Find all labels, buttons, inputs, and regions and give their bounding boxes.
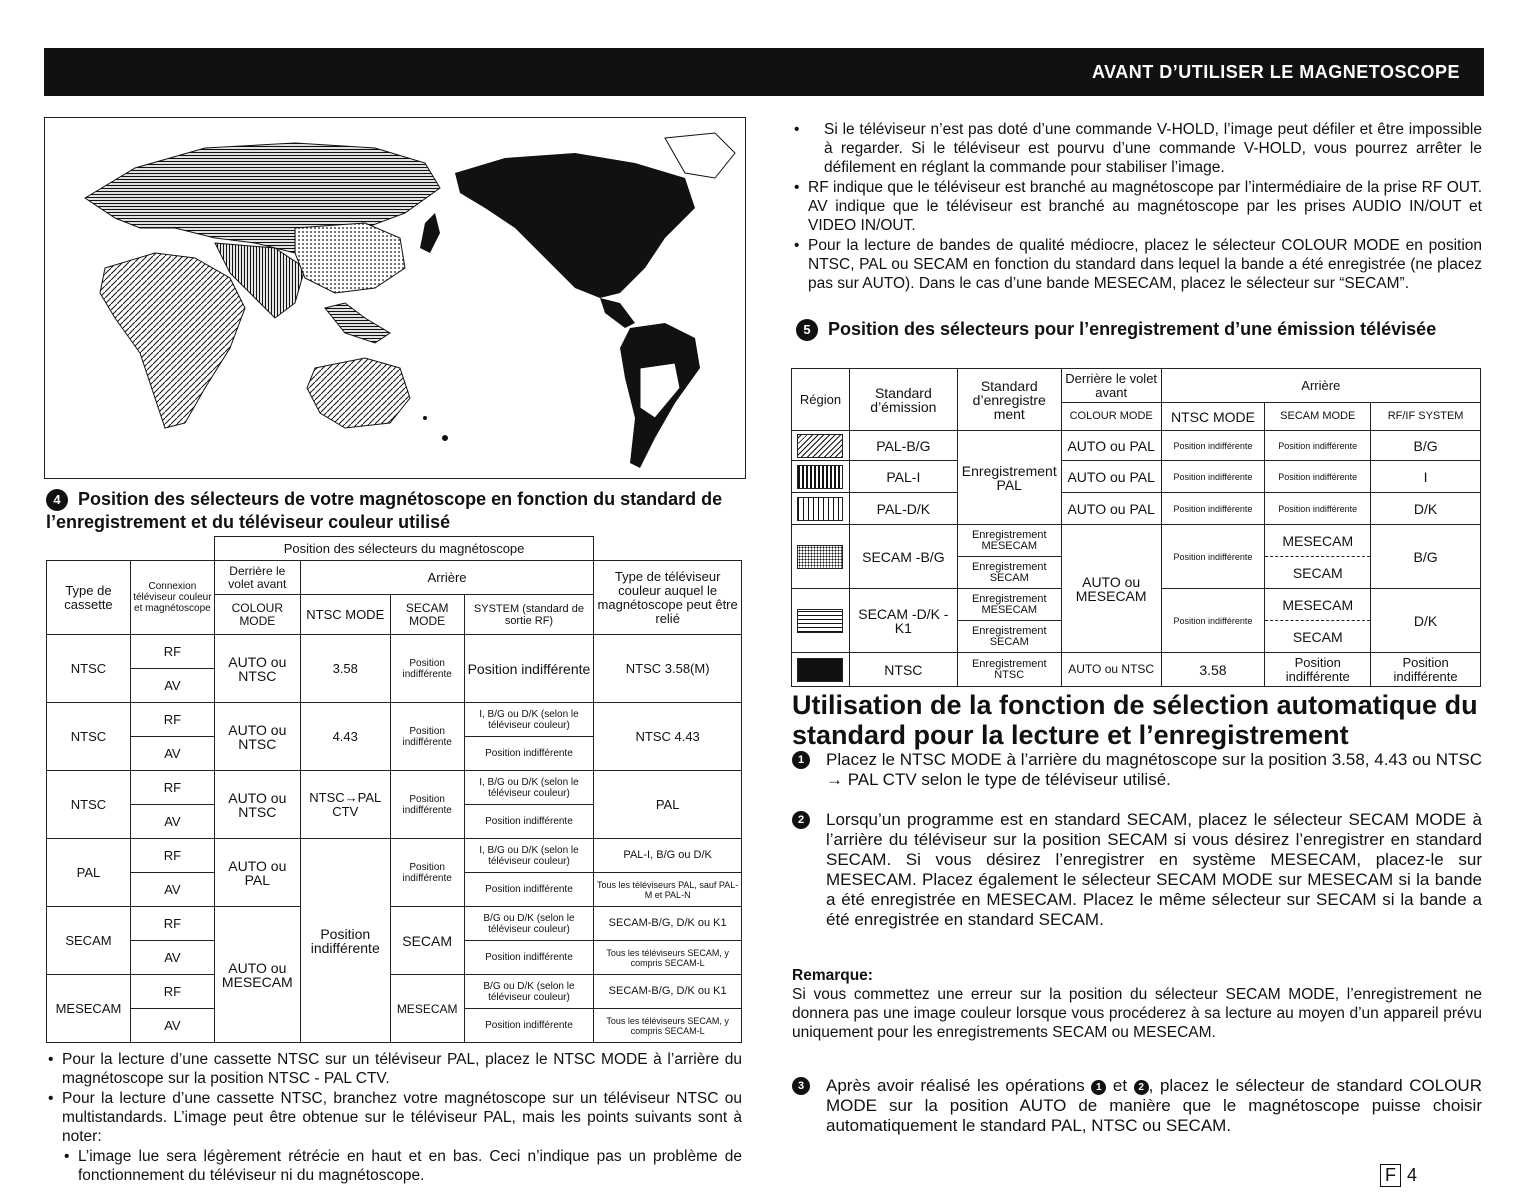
recording-selector-table <box>791 368 1481 687</box>
step-2 <box>792 810 1482 930</box>
t1-r1-system: Position indifférente <box>464 635 594 703</box>
t1-r3-ntsc: NTSC→PAL CTV <box>300 771 390 839</box>
auto-select-title: Utilisation de la fonction de sélection automatique du standard pour la lecture et l’enregistrement <box>792 690 1478 750</box>
page-letter: F <box>1380 1164 1401 1187</box>
t1-r5-system-av: Position indifférente <box>464 941 594 975</box>
table-row <box>792 493 1481 525</box>
t1-r6-av: AV <box>130 1009 214 1043</box>
t2-r1-rfif: B/G <box>1371 431 1481 461</box>
step-3 <box>792 1076 1482 1136</box>
table-row <box>47 839 742 873</box>
right-note-3: • Pour la lecture de bandes de qualité médiocre, placez le sélecteur COLOUR MODE en position NTSC, PAL ou SECAM en fonction du standard dans lequel la bande a été enregistrée (ne placez pas sur AUTO). Dans le cas d’une bande MESECAM, placez le sélecteur sur “SECAM”. <box>792 236 1482 293</box>
t1-r2-colour: AUTO ou NTSC <box>214 703 300 771</box>
page-number-value: 4 <box>1407 1165 1418 1185</box>
t1-r5-colour: AUTO ou MESECAM <box>214 907 300 1043</box>
section-4-number-icon: 4 <box>46 489 68 511</box>
world-map-image <box>44 117 746 479</box>
t2-r5-ntsc: Position indifférente <box>1161 589 1265 653</box>
t1-r2-secam: Position indifférente <box>390 703 464 771</box>
t2-h-derriere: Derrière le volet avant <box>1061 369 1161 403</box>
t2-r5-rfif: D/K <box>1371 589 1481 653</box>
header-bar <box>44 48 1484 96</box>
t1-r4-system-rf: I, B/G ou D/K (selon le téléviseur couleur) <box>464 839 594 873</box>
t1-r2-ntsc: 4.43 <box>300 703 390 771</box>
remark-text: Si vous commettez une erreur sur la position du sélecteur SECAM MODE, l’enregistrement ne donnera pas une image couleur lorsque vous procéderez à sa lecture au moyen d’un appareil prévu uniquement pour les enregistrements SECAM ou MESECAM. <box>792 986 1482 1041</box>
t2-h-standard-enr: Standard d’enregistre ment <box>957 369 1061 431</box>
t2-r3-rfif: D/K <box>1371 493 1481 525</box>
t1-r6-type: MESECAM <box>47 975 131 1043</box>
t1-r5-system-rf: B/G ou D/K (selon le téléviseur couleur) <box>464 907 594 941</box>
t2-r4-enr-secam: Enregistrement SECAM <box>957 557 1061 589</box>
t2-r4-ntsc: Position indifférente <box>1161 525 1265 589</box>
t1-h-secam-mode: SECAM MODE <box>390 595 464 635</box>
left-note-3: • L’image lue sera légèrement rétrécie en haut et en bas. Ceci n’indique pas un problème de fonctionnement du téléviseur ni du magnétoscope. <box>46 1147 742 1185</box>
region-swatch-pal-i <box>792 461 850 493</box>
t1-r1-secam: Position indifférente <box>390 635 464 703</box>
t2-r2-rfif: I <box>1371 461 1481 493</box>
t2-r3-colour: AUTO ou PAL <box>1061 493 1161 525</box>
t2-r4-std: SECAM -B/G <box>849 525 957 589</box>
section-5-title-text: Position des sélecteurs pour l’enregistrement d’une émission télévisée <box>828 319 1437 339</box>
table-row <box>47 907 742 941</box>
t1-r4-type: PAL <box>47 839 131 907</box>
t1-h-ntsc-mode: NTSC MODE <box>300 595 390 635</box>
t1-r6-rf: RF <box>130 975 214 1009</box>
table-row <box>47 635 742 669</box>
left-note-2: • Pour la lecture d’une cassette NTSC, branchez votre magnétoscope sur un téléviseur NTSC ou multistandards. L’image peut être obtenue sur le téléviseur PAL, mais les points suivants sont à noter: <box>46 1089 742 1146</box>
t1-r1-rf: RF <box>130 635 214 669</box>
remark-block <box>792 966 1482 1042</box>
t1-r3-system-av: Position indifférente <box>464 805 594 839</box>
t2-h-ntsc-mode: NTSC MODE <box>1161 403 1265 431</box>
t1-r2-system-av: Position indifférente <box>464 737 594 771</box>
t1-r3-av: AV <box>130 805 214 839</box>
t2-r5-std: SECAM -D/K -K1 <box>849 589 957 653</box>
t1-r5-av: AV <box>130 941 214 975</box>
t2-h-region: Région <box>792 369 850 431</box>
table-row <box>47 703 742 737</box>
t2-r2-std: PAL-I <box>849 461 957 493</box>
t1-r4-tv-rf: PAL-I, B/G ou D/K <box>594 839 742 873</box>
t1-r3-secam: Position indifférente <box>390 771 464 839</box>
t2-r3-ntsc: Position indifférente <box>1161 493 1265 525</box>
t1-r4-secam: Position indifférente <box>390 839 464 907</box>
t1-r1-av: AV <box>130 669 214 703</box>
step-ref-1-icon: 1 <box>1091 1080 1106 1095</box>
t2-r5-secam-secam: SECAM <box>1265 621 1371 653</box>
t1-r5-tv-rf: SECAM-B/G, D/K ou K1 <box>594 907 742 941</box>
world-map-icon <box>45 118 745 478</box>
t1-h-arriere: Arrière <box>300 561 594 595</box>
t2-h-standard-emission: Standard d’émission <box>849 369 957 431</box>
t1-r3-tv: PAL <box>594 771 742 839</box>
t2-r4-secam-secam: SECAM <box>1265 557 1371 589</box>
section-5-title <box>796 318 1484 341</box>
left-notes <box>46 1050 742 1186</box>
t2-r6-secam: Position indifférente <box>1265 653 1371 687</box>
t1-r3-system-rf: I, B/G ou D/K (selon le téléviseur couleur) <box>464 771 594 805</box>
t2-r2-secam: Position indifférente <box>1265 461 1371 493</box>
table-row <box>47 771 742 805</box>
step-1 <box>792 750 1482 790</box>
region-swatch-ntsc <box>792 653 850 687</box>
table-row <box>792 431 1481 461</box>
step-3-et: et <box>1112 1076 1128 1095</box>
section-4-title <box>46 488 746 533</box>
right-note-2: • RF indique que le téléviseur est branché au magnétoscope par l’intermédiaire de la prise RF OUT. AV indique que le téléviseur est branché au magnétoscope par les prises AUDIO IN/OUT et VIDEO IN/OUT. <box>792 178 1482 235</box>
t2-auto-mesecam: AUTO ou MESECAM <box>1061 525 1161 653</box>
t1-r1-colour: AUTO ou NTSC <box>214 635 300 703</box>
region-swatch-secam-bg <box>792 525 850 589</box>
t1-r5-tv-av: Tous les téléviseurs SECAM, y compris SECAM-L <box>594 941 742 975</box>
left-note-1: • Pour la lecture d’une cassette NTSC sur un téléviseur PAL, placez le NTSC MODE à l’arrière du magnétoscope sur la position NTSC - PAL CTV. <box>46 1050 742 1088</box>
t2-r5-enr-secam: Enregistrement SECAM <box>957 621 1061 653</box>
section-5-number-icon: 5 <box>796 319 818 341</box>
table-row <box>47 975 742 1009</box>
t2-r6-colour: AUTO ou NTSC <box>1061 653 1161 687</box>
page-header-title: AVANT D’UTILISER LE MAGNETOSCOPE <box>1091 62 1460 82</box>
t1-r3-rf: RF <box>130 771 214 805</box>
t1-h-system: SYSTEM (standard de sortie RF) <box>464 595 594 635</box>
t1-r5-rf: RF <box>130 907 214 941</box>
step-3-text-a: Après avoir réalisé les opérations <box>826 1076 1085 1095</box>
t2-r1-std: PAL-B/G <box>849 431 957 461</box>
t2-r2-ntsc: Position indifférente <box>1161 461 1265 493</box>
table-row <box>792 653 1481 687</box>
t2-r1-colour: AUTO ou PAL <box>1061 431 1161 461</box>
t2-r6-std: NTSC <box>849 653 957 687</box>
t2-h-arriere: Arrière <box>1161 369 1480 403</box>
step-ref-2-icon: 2 <box>1134 1080 1149 1095</box>
t2-r2-colour: AUTO ou PAL <box>1061 461 1161 493</box>
t1-r6-system-av: Position indifférente <box>464 1009 594 1043</box>
t2-r6-rfif: Position indifférente <box>1371 653 1481 687</box>
t2-r1-ntsc: Position indifférente <box>1161 431 1265 461</box>
t1-h-colour-mode: COLOUR MODE <box>214 595 300 635</box>
t1-h-connexion: Connexion téléviseur couleur et magnétoscope <box>130 561 214 635</box>
t1-r1-tv: NTSC 3.58(M) <box>594 635 742 703</box>
region-swatch-secam-dk <box>792 589 850 653</box>
t2-r5-secam-mesecam: MESECAM <box>1265 589 1371 621</box>
step-1-number-icon: 1 <box>792 751 810 769</box>
t1-r4-colour: AUTO ou PAL <box>214 839 300 907</box>
t1-r4-tv-av: Tous les téléviseurs PAL, sauf PAL-M et PAL-N <box>594 873 742 907</box>
t2-r3-secam: Position indifférente <box>1265 493 1371 525</box>
right-notes <box>792 120 1482 294</box>
t2-r1-secam: Position indifférente <box>1265 431 1371 461</box>
step-3-text <box>826 1076 1482 1136</box>
t2-r3-std: PAL-D/K <box>849 493 957 525</box>
t1-r6-tv-av: Tous les téléviseurs SECAM, y compris SECAM-L <box>594 1009 742 1043</box>
t2-r6-ntsc: 3.58 <box>1161 653 1265 687</box>
page-number <box>1380 1164 1417 1187</box>
t2-r4-enr-mesecam: Enregistrement MESECAM <box>957 525 1061 557</box>
section-4-title-text: Position des sélecteurs de votre magnétoscope en fonction du standard de l’enregistrement et du téléviseur couleur utilisé <box>46 489 723 532</box>
step-2-text: Lorsqu’un programme est en standard SECAM, placez le sélecteur SECAM MODE à l’arrière du téléviseur sur la position SECAM si vous désirez l’enregistrer en standard SECAM. Si vous désirez l’enregistrer en système MESECAM, placez-le sur MESECAM. Placez également le sélecteur SECAM MODE sur MESECAM si la bande a été enregistrée en MESECAM. Placez le même sélecteur sur SECAM si la bande a été enregistrée en standard SECAM. <box>826 810 1482 929</box>
t1-r3-type: NTSC <box>47 771 131 839</box>
step-3-text-b: , placez le sélecteur de standard COLOUR MODE sur la position AUTO de manière que le magnétoscope puisse choisir automatiquement le standard PAL, NTSC ou SECAM. <box>826 1076 1482 1135</box>
t1-r4-system-av: Position indifférente <box>464 873 594 907</box>
t1-r2-av: AV <box>130 737 214 771</box>
region-swatch-pal-bg <box>792 431 850 461</box>
t1-r1-ntsc: 3.58 <box>300 635 390 703</box>
table-row <box>792 461 1481 493</box>
t1-r2-rf: RF <box>130 703 214 737</box>
region-swatch-pal-dk <box>792 493 850 525</box>
t1-r6-tv-rf: SECAM-B/G, D/K ou K1 <box>594 975 742 1009</box>
t1-r2-tv: NTSC 4.43 <box>594 703 742 771</box>
t1-r1-type: NTSC <box>47 635 131 703</box>
t1-r6-secam: MESECAM <box>390 975 464 1043</box>
t2-r6-enr: Enregistrement NTSC <box>957 653 1061 687</box>
t1-r6-system-rf: B/G ou D/K (selon le téléviseur couleur) <box>464 975 594 1009</box>
playback-selector-table <box>46 536 742 1043</box>
t2-h-secam-mode: SECAM MODE <box>1265 403 1371 431</box>
t1-r4-rf: RF <box>130 839 214 873</box>
t2-r5-enr-mesecam: Enregistrement MESECAM <box>957 589 1061 621</box>
t1-group-header: Position des sélecteurs du magnétoscope <box>214 537 593 561</box>
t1-r2-type: NTSC <box>47 703 131 771</box>
t1-r3-colour: AUTO ou NTSC <box>214 771 300 839</box>
t2-r4-secam-mesecam: MESECAM <box>1265 525 1371 557</box>
remark-label: Remarque: <box>792 967 873 984</box>
step-3-number-icon: 3 <box>792 1077 810 1095</box>
t1-r4-av: AV <box>130 873 214 907</box>
step-2-number-icon: 2 <box>792 811 810 829</box>
t1-r5-secam: SECAM <box>390 907 464 975</box>
t1-h-type-tv: Type de téléviseur couleur auquel le magnétoscope peut être relié <box>594 561 742 635</box>
table-row <box>792 525 1481 557</box>
t2-r4-rfif: B/G <box>1371 525 1481 589</box>
t2-h-rfif: RF/IF SYSTEM <box>1371 403 1481 431</box>
step-1-text: Placez le NTSC MODE à l’arrière du magnétoscope sur la position 3.58, 4.43 ou NTSC → PAL CTV selon le type de téléviseur utilisé. <box>826 750 1482 789</box>
t1-r5-type: SECAM <box>47 907 131 975</box>
t1-h-derriere: Derrière le volet avant <box>214 561 300 595</box>
t1-h-type-cassette: Type de cassette <box>47 561 131 635</box>
t1-r2-system-rf: I, B/G ou D/K (selon le téléviseur couleur) <box>464 703 594 737</box>
t2-pal-enr: Enregistrement PAL <box>957 431 1061 525</box>
t1-r4-ntsc: Position indifférente <box>300 839 390 1043</box>
t2-h-colour-mode: COLOUR MODE <box>1061 403 1161 431</box>
right-note-1: • Si le téléviseur n’est pas doté d’une commande V-HOLD, l’image peut défiler et être impossible à regarder. Si le téléviseur est pourvu d’une commande V-HOLD, vous pourrez arrêter le défilement en réglant la commande pour stabiliser l’image. <box>792 120 1482 177</box>
